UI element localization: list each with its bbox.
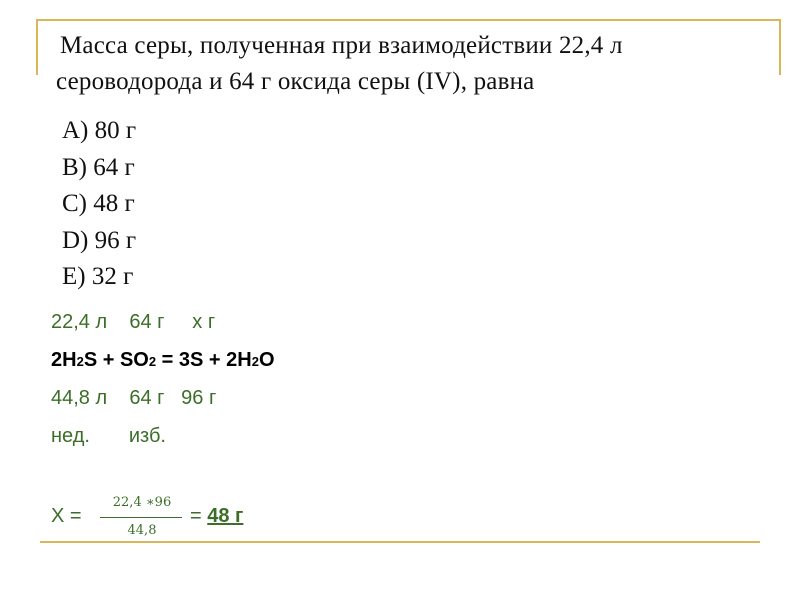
equation-subscript-3: 2: [251, 354, 259, 369]
equation-part-1: 2H: [51, 349, 77, 371]
given-quantities-line: 22,4 л 64 г x г: [51, 311, 216, 333]
question-line-2: сероводорода и 64 г оксида серы (IV), равна: [56, 68, 535, 95]
option-c: C) 48 г: [62, 190, 135, 217]
equation-subscript-1: 2: [76, 354, 84, 369]
excess-deficit-line: нед. изб.: [51, 425, 166, 447]
option-b: B) 64 г: [62, 154, 135, 181]
option-d: D) 96 г: [62, 227, 137, 254]
fraction-numerator: 22,4 ∗96: [112, 495, 172, 510]
equation-subscript-2: 2: [148, 354, 157, 369]
equation-part-3: = 3S + 2H: [156, 349, 252, 371]
frame-top-line: [36, 19, 781, 21]
equation-part-4: O: [258, 349, 275, 371]
answer-value: 48 г: [207, 505, 244, 527]
frame-left-line: [36, 19, 38, 75]
calculation-fraction: [98, 495, 188, 545]
molar-quantities-line: 44,8 л 64 г 96 г: [51, 387, 217, 409]
option-a: A) 80 г: [62, 117, 137, 144]
x-label: X =: [51, 505, 82, 527]
answer-equals: =: [190, 505, 208, 527]
answer: [190, 505, 243, 528]
equation-part-2: S + SO: [83, 349, 149, 371]
question-line-1: Масса серы, полученная при взаимодействии 22,4 л: [60, 32, 623, 59]
reaction-equation: [51, 349, 275, 372]
question-scan: [40, 22, 760, 297]
frame-right-line: [779, 19, 781, 75]
fraction-bar: [100, 517, 182, 518]
option-e: E) 32 г: [62, 263, 134, 290]
fraction-denominator: 44,8: [127, 523, 157, 538]
